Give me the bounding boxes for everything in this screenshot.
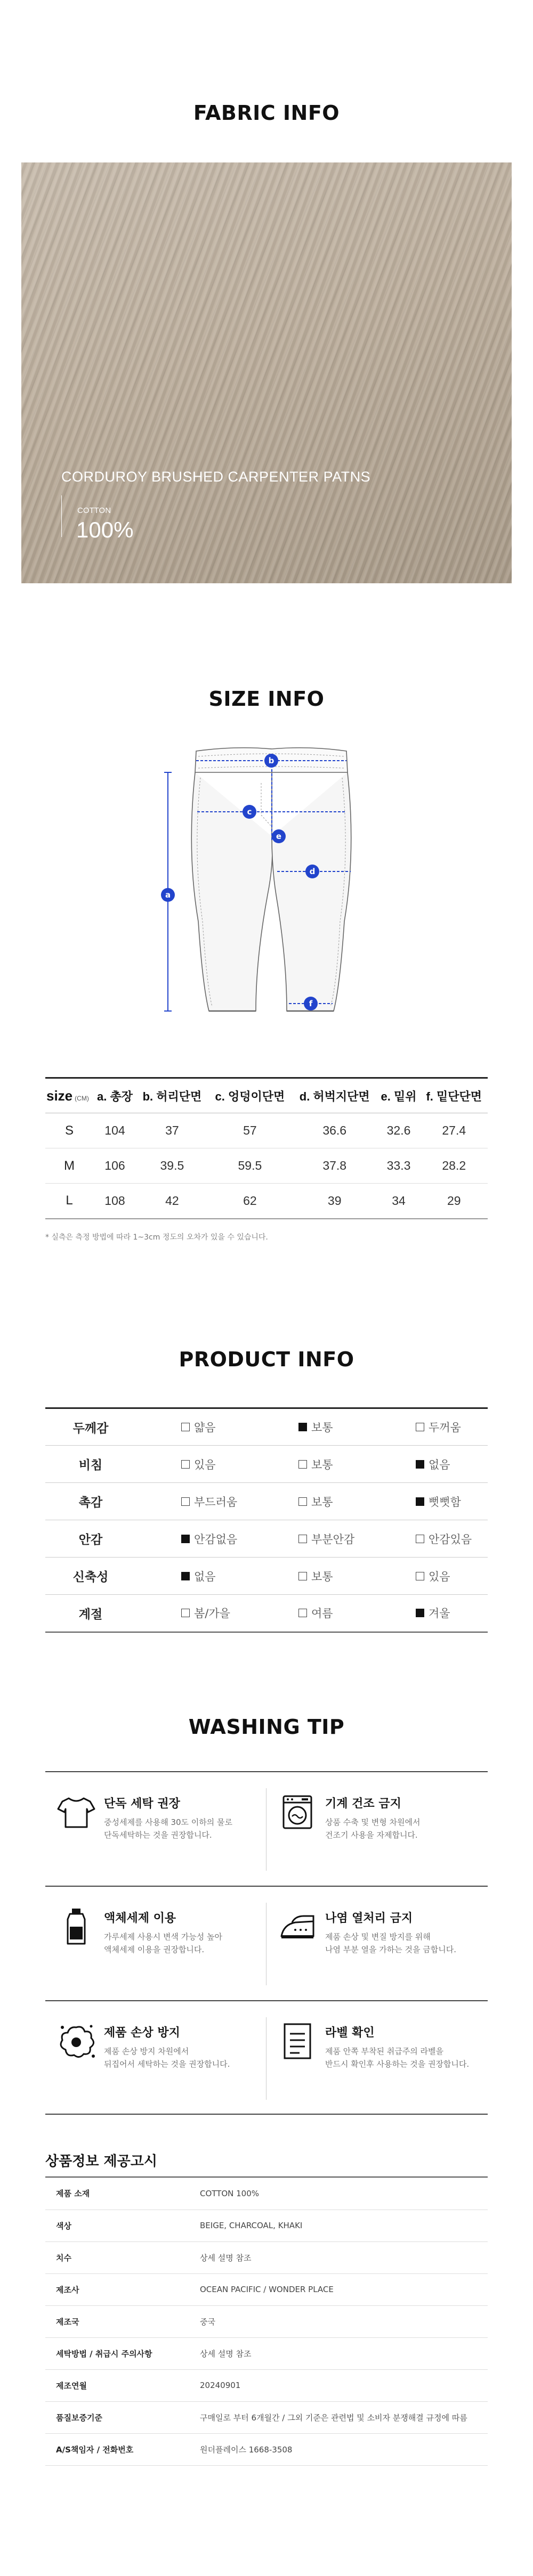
notice-key: 제조연월 xyxy=(56,2381,87,2391)
stain-icon xyxy=(55,2020,98,2063)
notice-value: COTTON 100% xyxy=(200,2188,260,2198)
option-label: 있음 xyxy=(429,1570,450,1583)
notice-key: 제조사 xyxy=(56,2285,79,2295)
desc-line: 제품 안쪽 부착된 취급주의 라벨을 xyxy=(325,2047,443,2056)
size-name: S xyxy=(64,1123,74,1138)
label-document-icon xyxy=(276,2020,319,2063)
option-wrap xyxy=(136,1605,230,1621)
product-info-row xyxy=(45,1408,488,1446)
size-name: L xyxy=(66,1193,73,1208)
notice-value: 중국 xyxy=(200,2317,215,2327)
option-wrap xyxy=(253,1531,354,1547)
size-col-header: d. 허벅지단면 xyxy=(299,1089,370,1103)
size-value: 29 xyxy=(447,1193,461,1208)
size-value: 104 xyxy=(104,1123,125,1137)
size-value: 37 xyxy=(165,1123,179,1137)
washing-tip-heading: 액체세제 이용 xyxy=(104,1912,176,1925)
option-wrap xyxy=(370,1568,450,1584)
badge-label-e: e xyxy=(276,832,282,841)
size-info-title: SIZE INFO xyxy=(208,687,325,711)
badge-label-f: f xyxy=(309,999,313,1008)
size-col-header: f. 밑단단면 xyxy=(426,1089,482,1103)
size-value: 62 xyxy=(243,1193,257,1208)
product-attr-option xyxy=(136,1558,253,1595)
size-unit-label: (CM) xyxy=(75,1094,89,1102)
size-value: 28.2 xyxy=(442,1159,466,1172)
size-name: M xyxy=(64,1158,75,1173)
size-value: 37.8 xyxy=(322,1159,347,1172)
washing-tip-item xyxy=(45,2001,266,2116)
unchecked-box-icon xyxy=(298,1460,307,1469)
product-attr-option xyxy=(136,1408,253,1446)
product-notice-table xyxy=(45,2178,488,2466)
option-wrap xyxy=(370,1494,461,1510)
notice-row xyxy=(45,2178,488,2210)
fabric-info-title: FABRIC INFO xyxy=(193,101,340,125)
product-attr-option xyxy=(253,1520,370,1558)
washing-tip-desc xyxy=(104,1816,261,1841)
option-label: 겨울 xyxy=(429,1607,450,1620)
size-header-cell xyxy=(45,1078,93,1113)
unchecked-box-icon xyxy=(181,1460,190,1469)
notice-row xyxy=(45,2337,488,2369)
notice-value: 20240901 xyxy=(200,2381,241,2390)
notice-row xyxy=(45,2305,488,2337)
size-col-header: c. 엉덩이단면 xyxy=(215,1089,285,1103)
size-table-header xyxy=(45,1078,488,1113)
option-wrap xyxy=(370,1531,472,1547)
option-wrap xyxy=(136,1531,237,1547)
option-label: 얇음 xyxy=(194,1421,216,1434)
washing-tip-heading: 나염 열처리 금지 xyxy=(325,1912,413,1925)
size-value: 108 xyxy=(104,1193,125,1208)
washing-tip-heading: 단독 세탁 권장 xyxy=(104,1797,180,1811)
notice-row xyxy=(45,2401,488,2433)
size-row-m xyxy=(45,1148,488,1184)
option-wrap xyxy=(253,1456,333,1472)
product-attr-option xyxy=(370,1595,488,1632)
washing-tip-item xyxy=(266,1887,488,2001)
fabric-name: CORDUROY BRUSHED CARPENTER PATNS xyxy=(61,469,371,485)
product-attr-label: 신축성 xyxy=(72,1570,109,1584)
product-notice-title: 상품정보 제공고시 xyxy=(45,2144,488,2178)
product-notice xyxy=(45,2144,488,2466)
desc-line: 나염 부분 열을 가하는 것을 금합니다. xyxy=(325,1945,456,1954)
product-attr-option xyxy=(370,1558,488,1595)
option-wrap xyxy=(370,1419,461,1435)
size-value: 57 xyxy=(243,1123,257,1137)
product-attr-option xyxy=(136,1483,253,1520)
washing-tip-desc xyxy=(104,2045,261,2070)
product-attr-option xyxy=(370,1408,488,1446)
washing-tip-row xyxy=(45,1886,488,2000)
product-info-row xyxy=(45,1483,488,1520)
product-attr-option xyxy=(370,1520,488,1558)
notice-key: 제품 소재 xyxy=(56,2189,90,2199)
notice-value: 상세 설명 참조 xyxy=(200,2349,252,2359)
notice-row xyxy=(45,2210,488,2241)
badge-label-d: d xyxy=(309,867,316,876)
product-attr-option xyxy=(253,1558,370,1595)
washing-tip-heading: 라벨 확인 xyxy=(325,2026,375,2040)
desc-line: 액체세제 이용을 권장합니다. xyxy=(104,1945,205,1954)
desc-line: 중성세제를 사용해 30도 이하의 물로 xyxy=(104,1817,233,1827)
notice-key: 세탁방법 / 취급시 주의사항 xyxy=(56,2349,152,2359)
option-wrap xyxy=(253,1419,333,1435)
size-value: 59.5 xyxy=(238,1159,262,1172)
product-info-row xyxy=(45,1446,488,1483)
desc-line: 뒤집어서 세탁하는 것을 권장합니다. xyxy=(104,2059,230,2069)
option-label: 봄/가을 xyxy=(194,1607,230,1620)
product-attr-option xyxy=(253,1446,370,1483)
fabric-composition-label: COTTON xyxy=(77,506,111,515)
notice-value: 원더플레이스 1668-3508 xyxy=(200,2444,293,2455)
option-label: 두꺼움 xyxy=(429,1421,461,1434)
product-attr-label: 촉감 xyxy=(78,1496,103,1510)
product-attr-option xyxy=(253,1408,370,1446)
size-value: 106 xyxy=(104,1159,125,1172)
washing-tip-heading: 기계 건조 금지 xyxy=(325,1797,401,1811)
pants-measurement-diagram xyxy=(149,735,384,1033)
tshirt-icon xyxy=(55,1791,98,1833)
size-row-l xyxy=(45,1184,488,1219)
size-value: 27.4 xyxy=(442,1123,466,1137)
option-label: 안감있음 xyxy=(429,1532,472,1546)
option-wrap xyxy=(370,1605,450,1621)
product-attr-label: 비침 xyxy=(78,1458,103,1472)
unchecked-box-icon xyxy=(416,1535,424,1543)
size-value: 34 xyxy=(392,1193,406,1208)
option-label: 보통 xyxy=(311,1495,333,1509)
washing-tip-desc xyxy=(325,1930,482,1956)
checked-box-icon xyxy=(298,1423,307,1431)
product-attr-option xyxy=(253,1483,370,1520)
option-wrap xyxy=(253,1605,333,1621)
size-value: 36.6 xyxy=(322,1123,347,1137)
fabric-composition-value: 100% xyxy=(76,517,134,542)
option-label: 안감없음 xyxy=(194,1532,238,1546)
washing-tip-row xyxy=(45,1771,488,1886)
product-attr-option xyxy=(136,1520,253,1558)
washing-tip-desc xyxy=(104,1930,261,1956)
desc-line: 상품 수축 및 변형 차원에서 xyxy=(325,1817,421,1827)
unchecked-box-icon xyxy=(298,1609,307,1617)
option-wrap xyxy=(253,1494,333,1510)
size-value: 32.6 xyxy=(386,1123,411,1137)
desc-line: 제품 손상 방지 차원에서 xyxy=(104,2047,189,2056)
washing-tip-item xyxy=(266,1772,488,1887)
unchecked-box-icon xyxy=(416,1572,424,1580)
unchecked-box-icon xyxy=(298,1497,307,1506)
fabric-divider xyxy=(61,495,62,537)
size-value: 39.5 xyxy=(160,1159,184,1172)
notice-key: A/S책임자 / 전화번호 xyxy=(56,2444,134,2455)
unchecked-box-icon xyxy=(416,1423,424,1431)
notice-key: 품질보증기준 xyxy=(56,2412,102,2423)
detergent-bottle-icon xyxy=(55,1905,98,1948)
product-attr-option xyxy=(253,1595,370,1632)
size-col-header: b. 허리단면 xyxy=(142,1089,202,1103)
unchecked-box-icon xyxy=(181,1609,190,1617)
fabric-swatch-image xyxy=(21,162,512,583)
product-attr-label: 계절 xyxy=(78,1607,103,1621)
option-label: 있음 xyxy=(194,1458,216,1471)
unchecked-box-icon xyxy=(181,1423,190,1431)
size-header-label: size xyxy=(46,1087,73,1104)
option-label: 없음 xyxy=(429,1458,450,1471)
size-note: * 실측은 측정 방법에 따라 1~3cm 정도의 오차가 있을 수 있습니다. xyxy=(45,1233,268,1242)
product-info-row xyxy=(45,1520,488,1558)
option-wrap xyxy=(136,1494,237,1510)
washing-tip-desc xyxy=(325,2045,482,2070)
washing-tip-item xyxy=(45,1772,266,1887)
product-info-table xyxy=(45,1407,488,1633)
product-info-row xyxy=(45,1558,488,1595)
notice-row xyxy=(45,2433,488,2465)
product-attr-option xyxy=(370,1483,488,1520)
desc-line: 단독세탁하는 것을 권장합니다. xyxy=(104,1830,212,1840)
unchecked-box-icon xyxy=(298,1535,307,1543)
washing-tip-item xyxy=(266,2001,488,2116)
notice-key: 색상 xyxy=(56,2221,71,2231)
option-wrap xyxy=(253,1568,333,1584)
product-attr-option xyxy=(136,1595,253,1632)
product-attr-label: 안감 xyxy=(78,1533,103,1547)
desc-line: 건조기 사용을 자제합니다. xyxy=(325,1830,418,1840)
washing-tip-heading: 제품 손상 방지 xyxy=(104,2026,180,2040)
option-label: 보통 xyxy=(311,1570,333,1583)
product-attr-option xyxy=(370,1446,488,1483)
unchecked-box-icon xyxy=(181,1497,190,1506)
product-attr-label: 두께감 xyxy=(72,1421,109,1436)
option-wrap xyxy=(136,1456,216,1472)
option-wrap xyxy=(136,1568,216,1584)
checked-box-icon xyxy=(416,1460,424,1469)
notice-value: OCEAN PACIFIC / WONDER PLACE xyxy=(200,2285,334,2294)
size-value: 39 xyxy=(327,1193,342,1208)
washing-tip-item xyxy=(45,1887,266,2001)
checked-box-icon xyxy=(416,1609,424,1617)
washing-tip-row xyxy=(45,2000,488,2115)
badge-label-b: b xyxy=(268,756,274,765)
product-info-title: PRODUCT INFO xyxy=(179,1348,354,1371)
checked-box-icon xyxy=(181,1535,190,1543)
desc-line: 가루세제 사용시 변색 가능성 높아 xyxy=(104,1932,222,1942)
option-label: 보통 xyxy=(311,1421,333,1434)
product-info-row xyxy=(45,1595,488,1632)
option-label: 보통 xyxy=(311,1458,333,1471)
product-attr-option xyxy=(136,1446,253,1483)
washing-tip-grid xyxy=(45,1771,488,2115)
notice-row xyxy=(45,2273,488,2305)
size-table xyxy=(45,1077,488,1219)
size-value: 42 xyxy=(165,1193,179,1208)
option-label: 없음 xyxy=(194,1570,216,1583)
badge-label-c: c xyxy=(247,807,252,817)
checked-box-icon xyxy=(416,1497,424,1506)
notice-value: 상세 설명 참조 xyxy=(200,2253,252,2263)
washing-machine-icon xyxy=(276,1791,319,1833)
badge-label-a: a xyxy=(165,890,171,900)
size-col-header: a. 총장 xyxy=(97,1089,133,1103)
notice-key: 치수 xyxy=(56,2253,71,2263)
option-label: 부분안감 xyxy=(311,1532,355,1546)
washing-tip-title: WASHING TIP xyxy=(188,1715,345,1739)
unchecked-box-icon xyxy=(298,1572,307,1580)
option-wrap xyxy=(370,1456,450,1472)
desc-line: 제품 손상 및 변질 방지를 위해 xyxy=(325,1932,431,1942)
option-wrap xyxy=(136,1419,216,1435)
iron-icon xyxy=(276,1905,319,1948)
checked-box-icon xyxy=(181,1572,190,1580)
notice-row xyxy=(45,2369,488,2401)
option-label: 여름 xyxy=(311,1607,333,1620)
notice-row xyxy=(45,2241,488,2273)
notice-value: 구매일로 부터 6개월간 / 그외 기준은 관련법 및 소비자 분쟁해결 규정에 따름 xyxy=(200,2412,467,2423)
size-row-s xyxy=(45,1113,488,1148)
option-label: 뻣뻣함 xyxy=(429,1495,461,1509)
notice-value: BEIGE, CHARCOAL, KHAKI xyxy=(200,2221,303,2230)
size-value: 33.3 xyxy=(386,1159,411,1172)
notice-key: 제조국 xyxy=(56,2317,79,2327)
size-col-header: e. 밑위 xyxy=(381,1089,417,1103)
option-label: 부드러움 xyxy=(194,1495,238,1509)
washing-tip-desc xyxy=(325,1816,482,1841)
desc-line: 반드시 확인후 사용하는 것을 권장합니다. xyxy=(325,2059,470,2069)
